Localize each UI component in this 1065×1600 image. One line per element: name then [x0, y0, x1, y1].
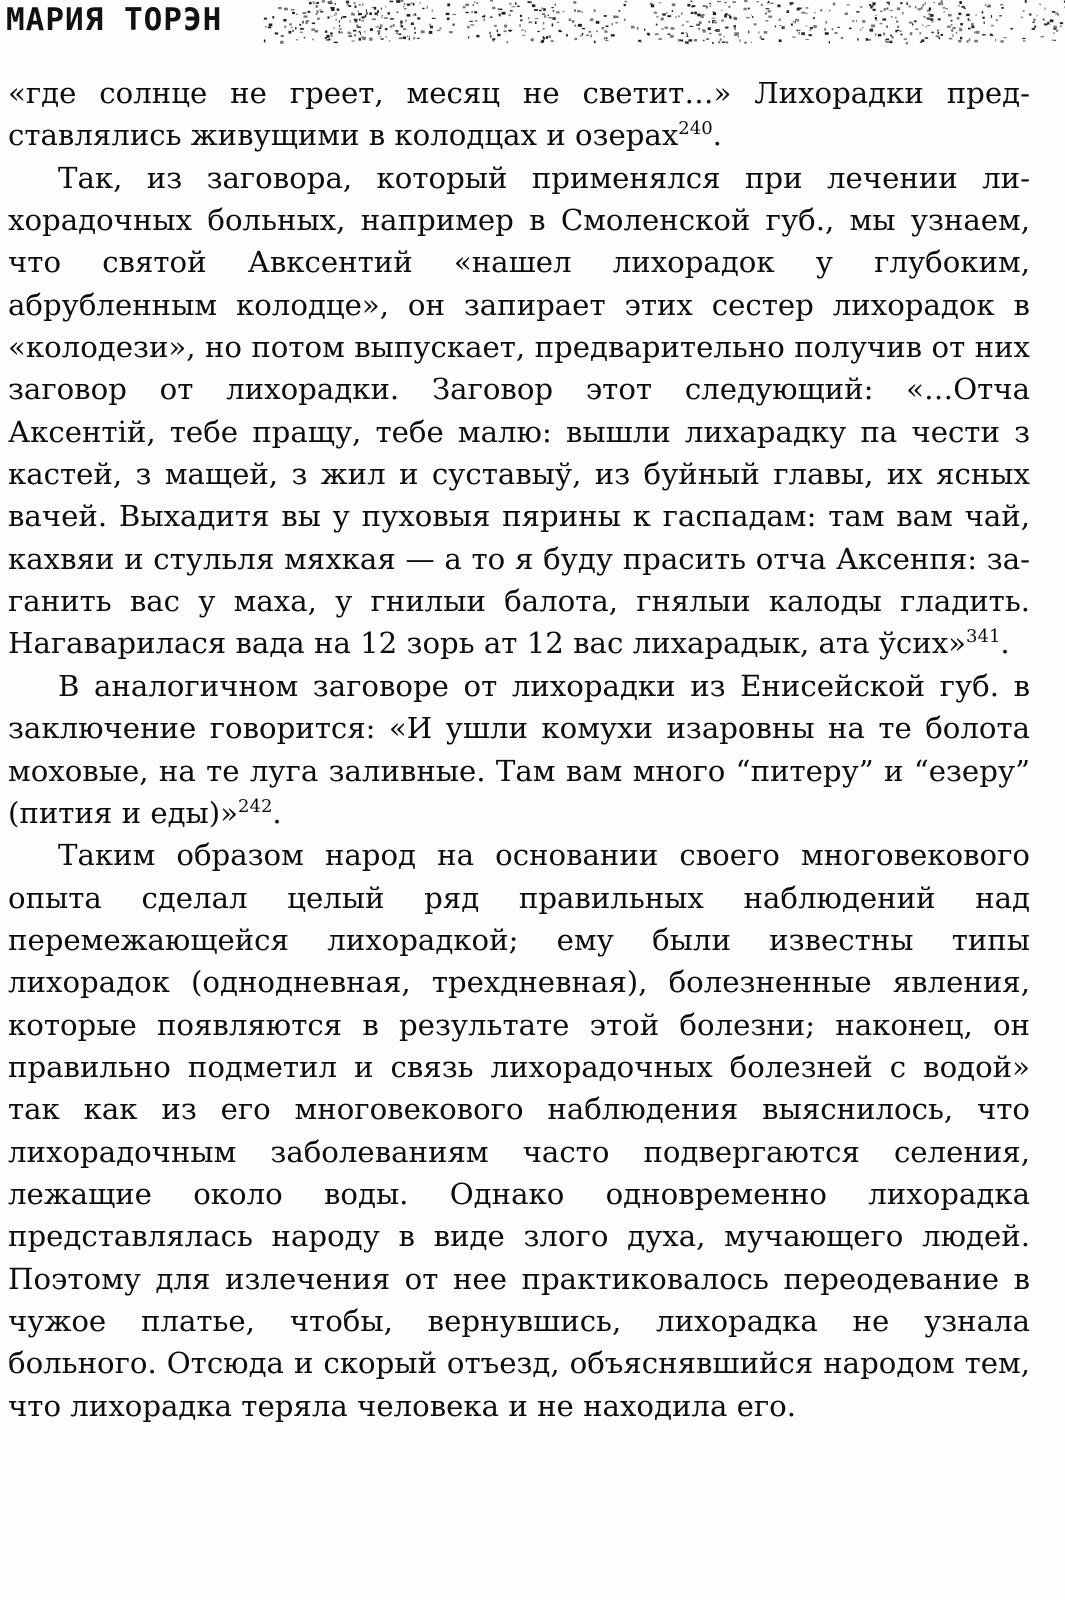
- paragraph-4: Таким образом народ на основании своего многовекового опыта сделал целый ряд правильных наблюдений над перемежающейся лихорадкой; ему были известны типы лихорадок (однодневная, трехдневная), болезненные явления, которые появляются в результате этой болезни; наконец, он правильно подметил и связь лихорадочных болезней с водой» так как из его многовекового наблюдения выяснилось, что лихорадочным заболеваниям часто подвергаются селения, лежащие около воды. Однако одновременно лихорадка представлялась народу в виде злого духа, мучающего людей. Поэтому для излечения от нее практиковалось переодевание в чужое платье, чтобы, вернувшись, лихорадка не узнала больного. Отсюда и скорый отъезд, объяснявшийся народом тем, что лихорадка теряла человека и не находила его.: [8, 838, 1030, 1423]
- header-decoration: [262, 0, 1065, 46]
- footnote-ref-341: 341: [966, 626, 1001, 648]
- footnote-ref-240: 240: [678, 118, 713, 140]
- running-header: [0, 0, 1065, 46]
- author-name: МАРИЯ ТОРЭН: [6, 2, 223, 38]
- body-text: [8, 72, 1030, 1427]
- footnote-ref-242: 242: [238, 795, 273, 817]
- paragraph-3: В аналогичном заговоре от лихорадки из Енисейской губ. в заключение говорится: «И ушли комухи изаровны на те болота моховые, на те луга заливные. Там вам много “питеру” и “езеру” (пития и еды)»$^{242}$.: [8, 668, 1030, 830]
- paragraph-2: Так, из заговора, который применялся при лечении лихорадочных больных, например в Смоленской губ., мы узнаем, что святой Авксентий «нашел лихорадок у глубоким, абрубленным колодце», он запирает этих сестер лихорадок в «колодези», но потом выпускает, предварительно получив от них заговор от лихорадки. Заговор этот следующий: «…Отча Аксентiй, тебе пращу, тебе малю: вышли лихарадку па чести з кастей, з мащей, з жил и суставыў, из буйный главы, их ясных вачей. Выхадитя вы у пуховыя пярины к гаспадам: там вам чай, кахвяи и стульля мяхкая — а то я буду прасить отча Аксенпя: заганить вас у маха, у гнилыи балота, гнялыи калоды гладить. Нагаварилася вада на 12 зорь ат 12 вас лихарадык, ата ўсих»$^{341}$.: [8, 160, 1030, 661]
- paragraph-1: «где солнце не греет, месяц не светит…» Лихорадки представлялись живущими в колодцах и озерах$^{240}$.: [8, 76, 1030, 153]
